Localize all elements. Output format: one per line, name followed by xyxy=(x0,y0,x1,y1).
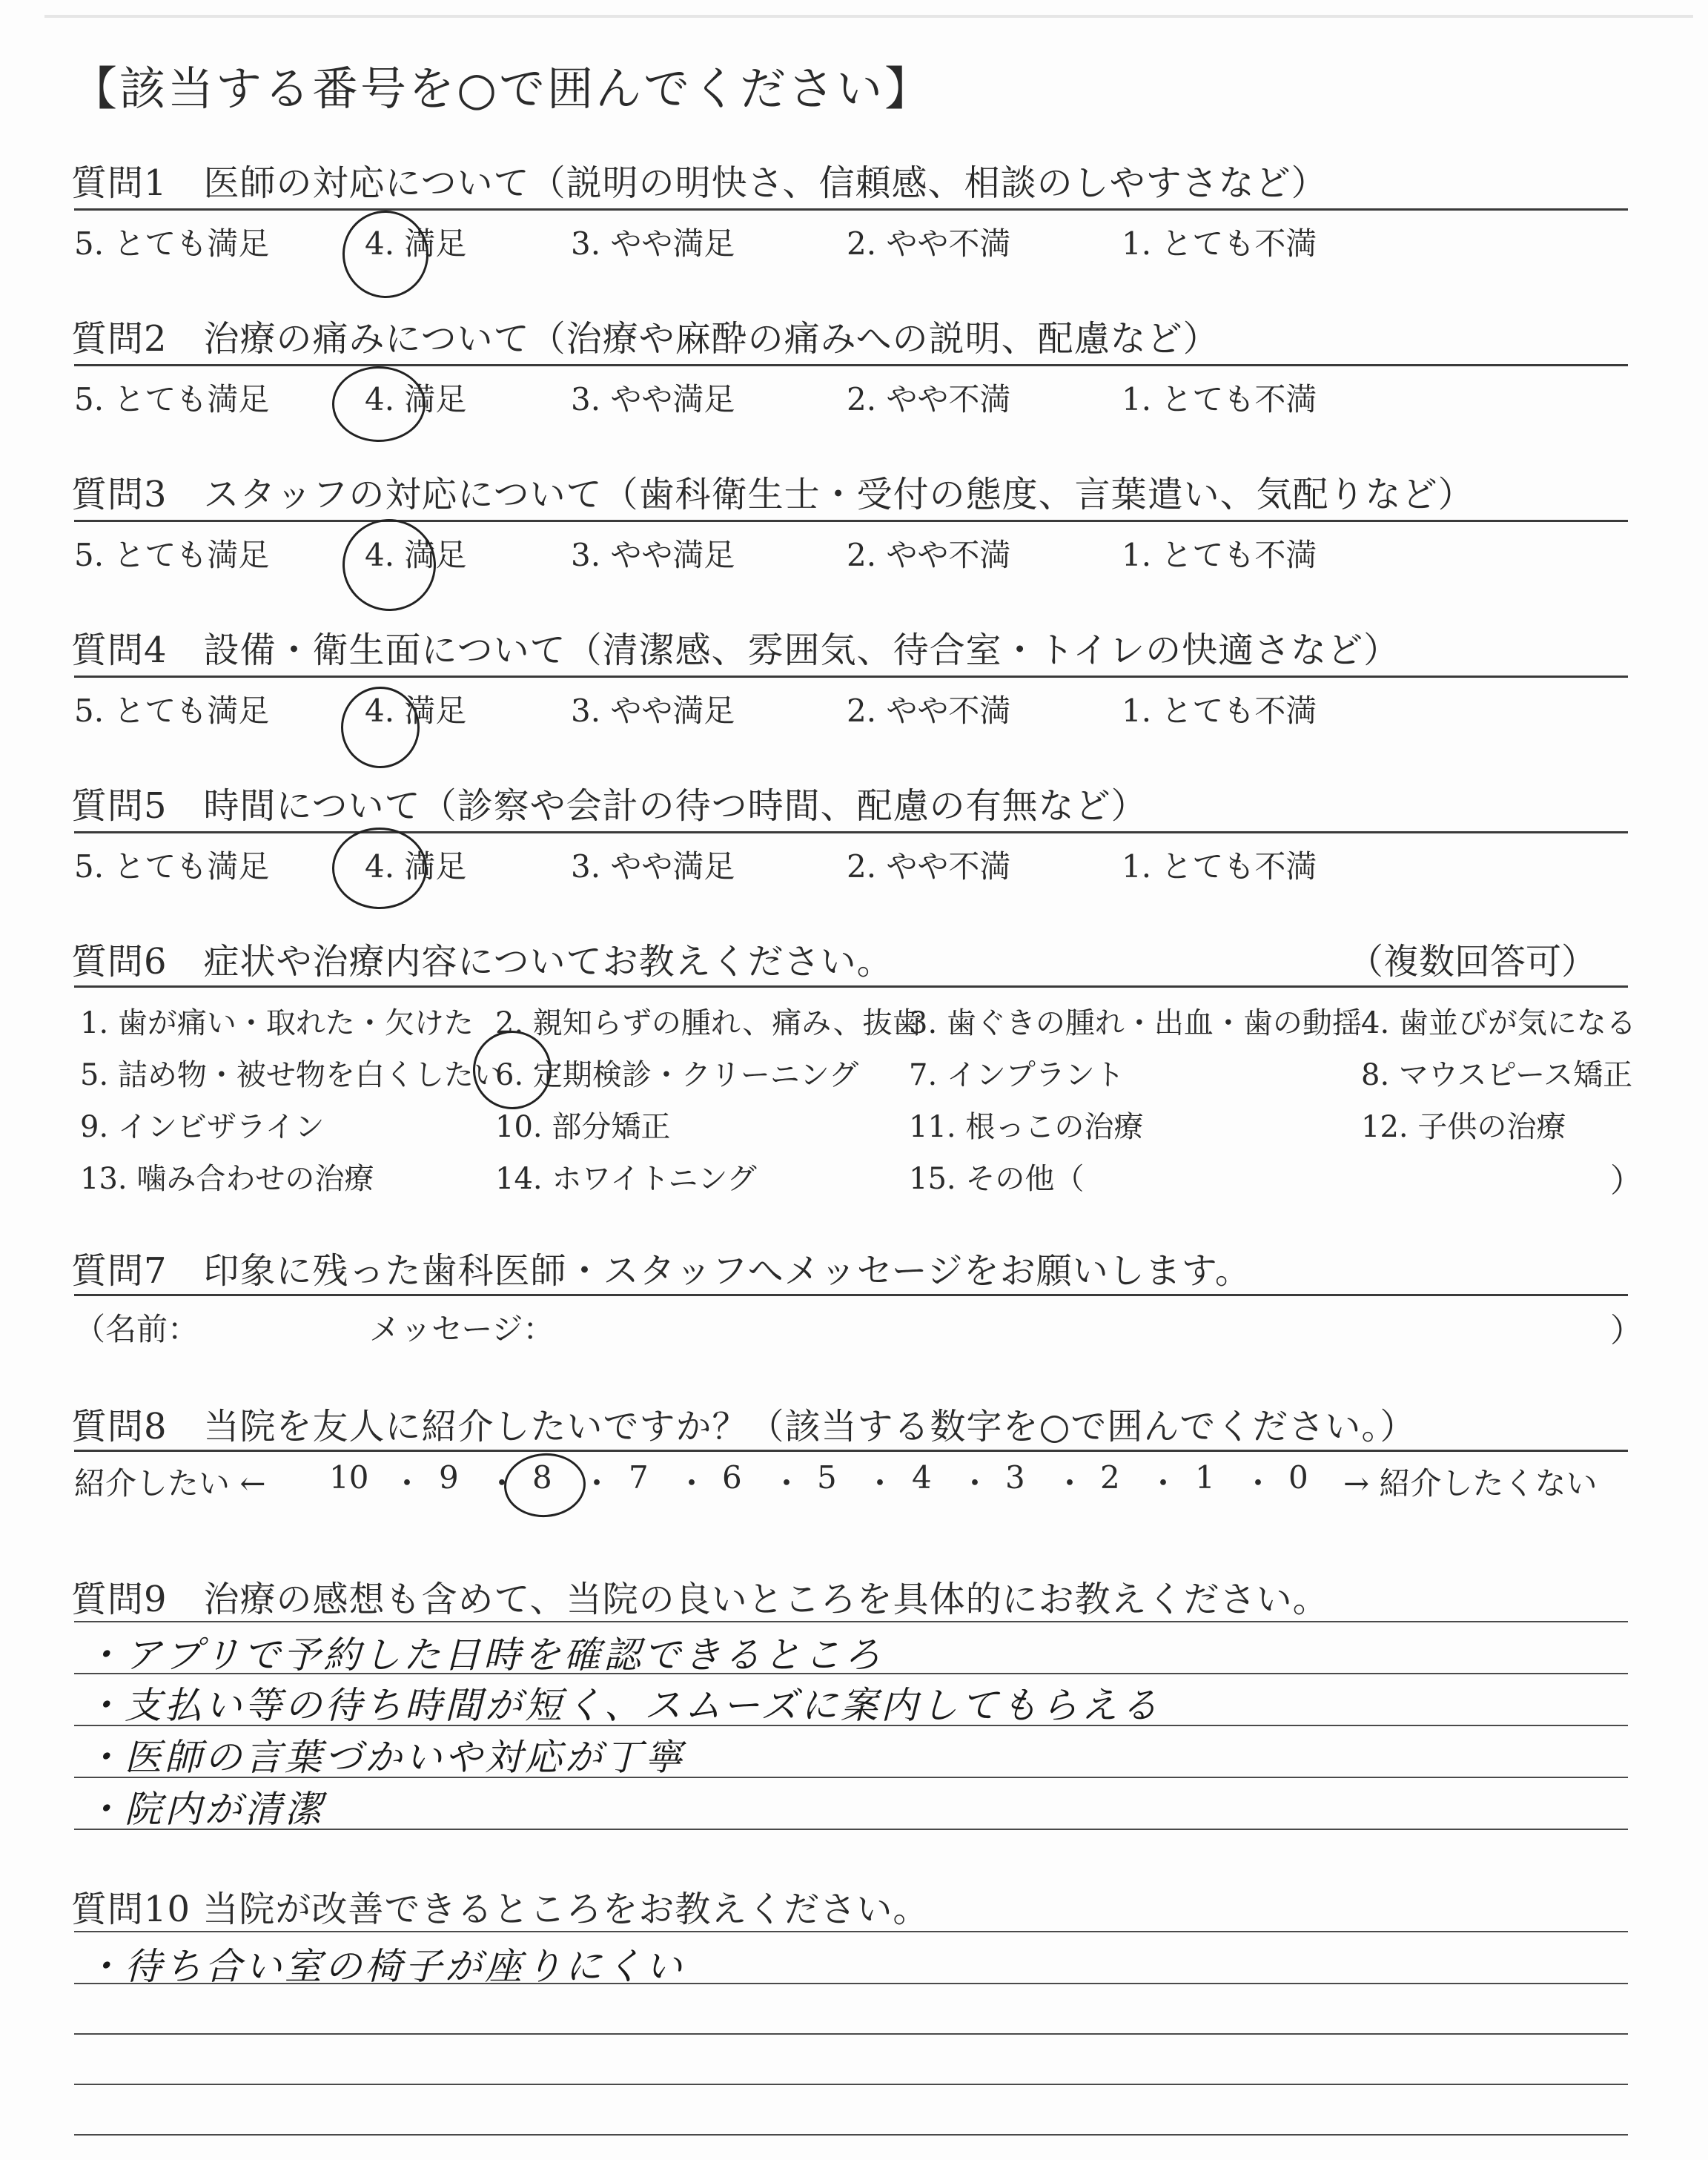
q2-title: 質問2 治療の痛みについて（治療や麻酔の痛みへの説明、配慮など） xyxy=(71,318,1219,360)
q8-dot: ・ xyxy=(1148,1465,1179,1502)
q3-title: 質問3 スタッフの対応について（歯科衛生士・受付の態度、言葉遣い、気配りなど） xyxy=(71,474,1474,515)
q7-rule xyxy=(74,1294,1628,1296)
q6-item-13[interactable]: 13. 噛み合わせの治療 xyxy=(80,1162,374,1196)
q8-score-10[interactable]: 10 xyxy=(329,1459,369,1496)
q6-item-4[interactable]: 4. 歯並びが気になる xyxy=(1361,1006,1636,1040)
q5-title: 質問5 時間について（診察や会計の待つ時間、配慮の有無など） xyxy=(71,785,1148,827)
q8-left-label: 紹介したい ← xyxy=(74,1465,266,1502)
q9-answer-3: ・医師の言葉づかいや対応が丁寧 xyxy=(85,1736,685,1779)
q8-score-8[interactable]: 8 xyxy=(532,1459,552,1496)
q9-title: 質問9 治療の感想も含めて、当院の良いところを具体的にお教えください。 xyxy=(71,1579,1329,1620)
q6-other-close-paren: ） xyxy=(1610,1162,1643,1200)
q2-option-5[interactable]: 5. とても満足 xyxy=(74,381,270,417)
q2-rule xyxy=(74,364,1628,366)
q9-answer-line xyxy=(74,1673,1628,1674)
q8-score-2[interactable]: 2 xyxy=(1100,1459,1120,1496)
q1-rule xyxy=(74,208,1628,211)
q8-score-4[interactable]: 4 xyxy=(912,1459,932,1496)
q3-option-1[interactable]: 1. とても不満 xyxy=(1122,537,1317,573)
page-top-edge xyxy=(44,15,1693,18)
q8-score-0[interactable]: 0 xyxy=(1288,1459,1308,1496)
q9-answer-4: ・院内が清潔 xyxy=(85,1788,325,1831)
q1-option-2[interactable]: 2. やや不満 xyxy=(847,225,1011,262)
form-instruction: 【該当する番号を○で囲んでください】 xyxy=(71,62,933,116)
q7-name-label: （名前： xyxy=(74,1311,199,1347)
q3-rule xyxy=(74,520,1628,522)
q8-right-label: → 紹介したくない xyxy=(1343,1465,1598,1502)
q8-dot: ・ xyxy=(391,1465,423,1502)
q10-answer-line xyxy=(74,2033,1628,2035)
q8-dot: ・ xyxy=(864,1465,896,1502)
q6-item-3[interactable]: 3. 歯ぐきの腫れ・出血・歯の動揺 xyxy=(909,1006,1362,1040)
q5-option-2[interactable]: 2. やや不満 xyxy=(847,848,1011,885)
q6-item-11[interactable]: 11. 根っこの治療 xyxy=(909,1110,1144,1144)
q3-option-5[interactable]: 5. とても満足 xyxy=(74,537,270,573)
q9-answer-2: ・支払い等の待ち時間が短く、スムーズに案内してもらえる xyxy=(85,1684,1161,1727)
q3-option-4[interactable]: 4. 満足 xyxy=(365,537,467,573)
q7-close-paren: ） xyxy=(1610,1312,1643,1350)
q1-title: 質問1 医師の対応について（説明の明快さ、信頼感、相談のしやすさなど） xyxy=(71,162,1328,204)
q6-item-9[interactable]: 9. インビザライン xyxy=(80,1110,325,1144)
q1-option-5[interactable]: 5. とても満足 xyxy=(74,225,270,262)
q1-option-1[interactable]: 1. とても不満 xyxy=(1122,225,1317,262)
q6-item-1[interactable]: 1. 歯が痛い・取れた・欠けた xyxy=(80,1006,474,1040)
q8-dot: ・ xyxy=(1054,1465,1086,1502)
q9-answer-line xyxy=(74,1777,1628,1778)
q5-option-4[interactable]: 4. 満足 xyxy=(365,848,467,885)
q5-option-1[interactable]: 1. とても不満 xyxy=(1122,848,1317,885)
q10-answer-line xyxy=(74,2134,1628,2136)
q10-answer-1: ・待ち合い室の椅子が座りにくい xyxy=(85,1945,685,1988)
q8-title: 質問8 当院を友人に紹介したいですか？（該当する数字を○で囲んでください。） xyxy=(71,1406,1417,1447)
q6-item-12[interactable]: 12. 子供の治療 xyxy=(1361,1110,1566,1144)
q5-option-5[interactable]: 5. とても満足 xyxy=(74,848,270,885)
q6-item-10[interactable]: 10. 部分矯正 xyxy=(495,1110,671,1144)
q5-option-3[interactable]: 3. やや満足 xyxy=(571,848,735,885)
q10-answer-line xyxy=(74,1983,1628,1984)
q9-answer-line xyxy=(74,1829,1628,1830)
q6-item-15[interactable]: 15. その他（ xyxy=(909,1162,1085,1196)
q10-answer-line xyxy=(74,2084,1628,2085)
q8-rule xyxy=(74,1450,1628,1452)
q8-score-6[interactable]: 6 xyxy=(722,1459,742,1496)
q9-answer-line xyxy=(74,1725,1628,1726)
q8-dot: ・ xyxy=(676,1465,708,1502)
q5-rule xyxy=(74,831,1628,833)
q6-rule xyxy=(74,985,1628,988)
q4-option-2[interactable]: 2. やや不満 xyxy=(847,693,1011,729)
q9-answer-1: ・アプリで予約した日時を確認できるところ xyxy=(85,1634,884,1677)
q6-item-6[interactable]: 6. 定期検診・クリーニング xyxy=(495,1058,859,1092)
q8-dot: ・ xyxy=(486,1465,518,1502)
q2-option-1[interactable]: 1. とても不満 xyxy=(1122,381,1317,417)
q2-option-3[interactable]: 3. やや満足 xyxy=(571,381,735,417)
q6-item-5[interactable]: 5. 詰め物・被せ物を白くしたい xyxy=(80,1058,503,1092)
q8-score-1[interactable]: 1 xyxy=(1195,1459,1215,1496)
q1-option-3[interactable]: 3. やや満足 xyxy=(571,225,735,262)
q7-message-label: メッセージ： xyxy=(369,1311,555,1347)
q6-item-7[interactable]: 7. インプラント xyxy=(909,1058,1125,1092)
q8-score-9[interactable]: 9 xyxy=(439,1459,459,1496)
q6-item-2[interactable]: 2. 親知らずの腫れ、痛み、抜歯 xyxy=(495,1006,922,1040)
q10-rule xyxy=(74,1931,1628,1932)
q8-score-5[interactable]: 5 xyxy=(817,1459,837,1496)
q4-option-4[interactable]: 4. 満足 xyxy=(365,693,467,729)
q6-multiple-note: （複数回答可） xyxy=(1347,941,1597,982)
q2-option-2[interactable]: 2. やや不満 xyxy=(847,381,1011,417)
q4-option-5[interactable]: 5. とても満足 xyxy=(74,693,270,729)
q8-dot: ・ xyxy=(581,1465,613,1502)
q6-item-8[interactable]: 8. マウスピース矯正 xyxy=(1361,1058,1633,1092)
q8-dot: ・ xyxy=(771,1465,803,1502)
q8-dot: ・ xyxy=(959,1465,991,1502)
q8-score-7[interactable]: 7 xyxy=(629,1459,649,1496)
q4-title: 質問4 設備・衛生面について（清潔感、雰囲気、待合室・トイレの快適さなど） xyxy=(71,630,1400,671)
q4-option-3[interactable]: 3. やや満足 xyxy=(571,693,735,729)
q8-score-3[interactable]: 3 xyxy=(1005,1459,1025,1496)
q6-title: 質問6 症状や治療内容についてお教えください。 xyxy=(71,941,893,982)
q4-rule xyxy=(74,676,1628,678)
q10-title: 質問10 当院が改善できるところをお教えください。 xyxy=(71,1889,930,1930)
q9-rule xyxy=(74,1621,1628,1622)
q2-option-4[interactable]: 4. 満足 xyxy=(365,381,467,417)
q1-option-4[interactable]: 4. 満足 xyxy=(365,225,467,262)
q3-option-2[interactable]: 2. やや不満 xyxy=(847,537,1011,573)
q6-item-14[interactable]: 14. ホワイトニング xyxy=(495,1162,757,1196)
q3-option-3[interactable]: 3. やや満足 xyxy=(571,537,735,573)
q7-title: 質問7 印象に残った歯科医師・スタッフへメッセージをお願いします。 xyxy=(71,1250,1251,1292)
q4-option-1[interactable]: 1. とても不満 xyxy=(1122,693,1317,729)
q8-dot: ・ xyxy=(1242,1465,1274,1502)
